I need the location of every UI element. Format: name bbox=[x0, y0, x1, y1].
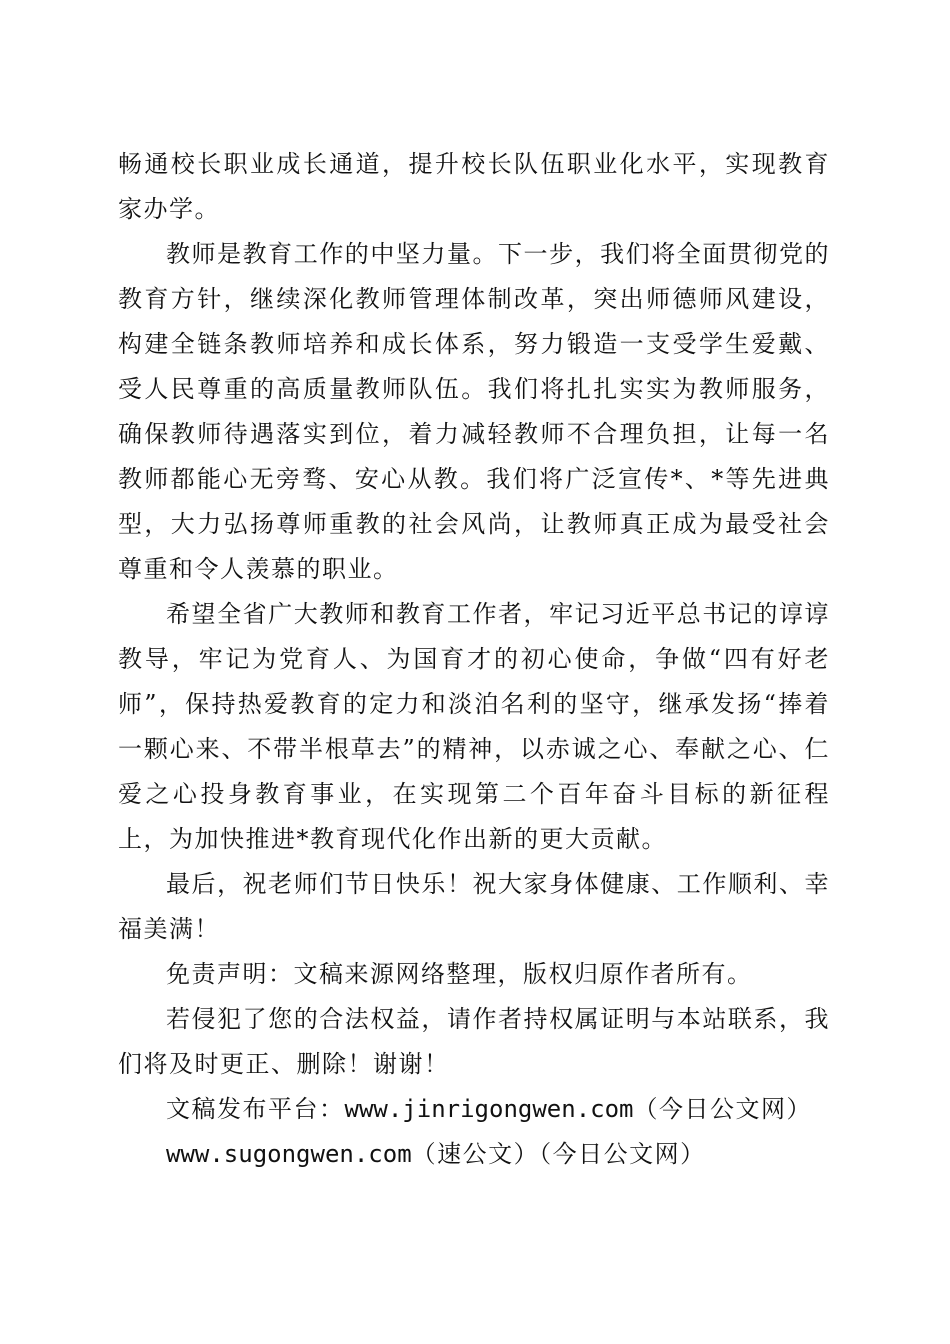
paragraph-closing: 最后，祝老师们节日快乐！祝大家身体健康、工作顺利、幸福美满！ bbox=[118, 870, 830, 943]
platform-label: 文稿发布平台： bbox=[166, 1095, 345, 1123]
paragraph-teachers: 教师是教育工作的中坚力量。下一步，我们将全面贯彻党的教育方针，继续深化教师管理体制改革，突出师德师风建设，构建全链条教师培养和成长体系，努力锻造一支受学生爱戴、受人民尊重的高质量教师队伍。我们将扎扎实实为教师服务，确保教师待遇落实到位，着力减轻教师不合理负担，让每一名教师都能心无旁骛、安心从教。我们将广泛宣传*、*等先进典型，大力弘扬尊师重教的社会风尚，让教师真正成为最受社会尊重和令人羡慕的职业。 bbox=[118, 240, 830, 583]
platform-url-1: www.jinrigongwen.com bbox=[344, 1095, 634, 1123]
platform-line bbox=[118, 1087, 830, 1132]
paragraph-continued: 畅通校长职业成长通道，提升校长队伍职业化水平，实现教育家办学。 bbox=[118, 150, 830, 223]
document-body bbox=[118, 142, 830, 1177]
platform-url-2: www.sugongwen.com bbox=[166, 1140, 412, 1168]
disclaimer: 免责声明：文稿来源网络整理，版权归原作者所有。 bbox=[166, 960, 753, 988]
platform-name-2: （速公文）（今日公文网） bbox=[411, 1140, 706, 1168]
infringement-notice: 若侵犯了您的合法权益，请作者持权属证明与本站联系，我们将及时更正、删除！谢谢！ bbox=[118, 1005, 830, 1078]
paragraph-hope: 希望全省广大教师和教育工作者，牢记习近平总书记的谆谆教导，牢记为党育人、为国育才的初心使命，争做“四有好老师”，保持热爱教育的定力和淡泊名利的坚守，继承发扬“捧着一颗心来、不带半根草去”的精神，以赤诚之心、奉献之心、仁爱之心投身教育事业，在实现第二个百年奋斗目标的新征程上，为加快推进*教育现代化作出新的更大贡献。 bbox=[118, 600, 830, 853]
platform-name-1: （今日公文网） bbox=[633, 1095, 812, 1123]
platform-line-2 bbox=[118, 1132, 830, 1177]
